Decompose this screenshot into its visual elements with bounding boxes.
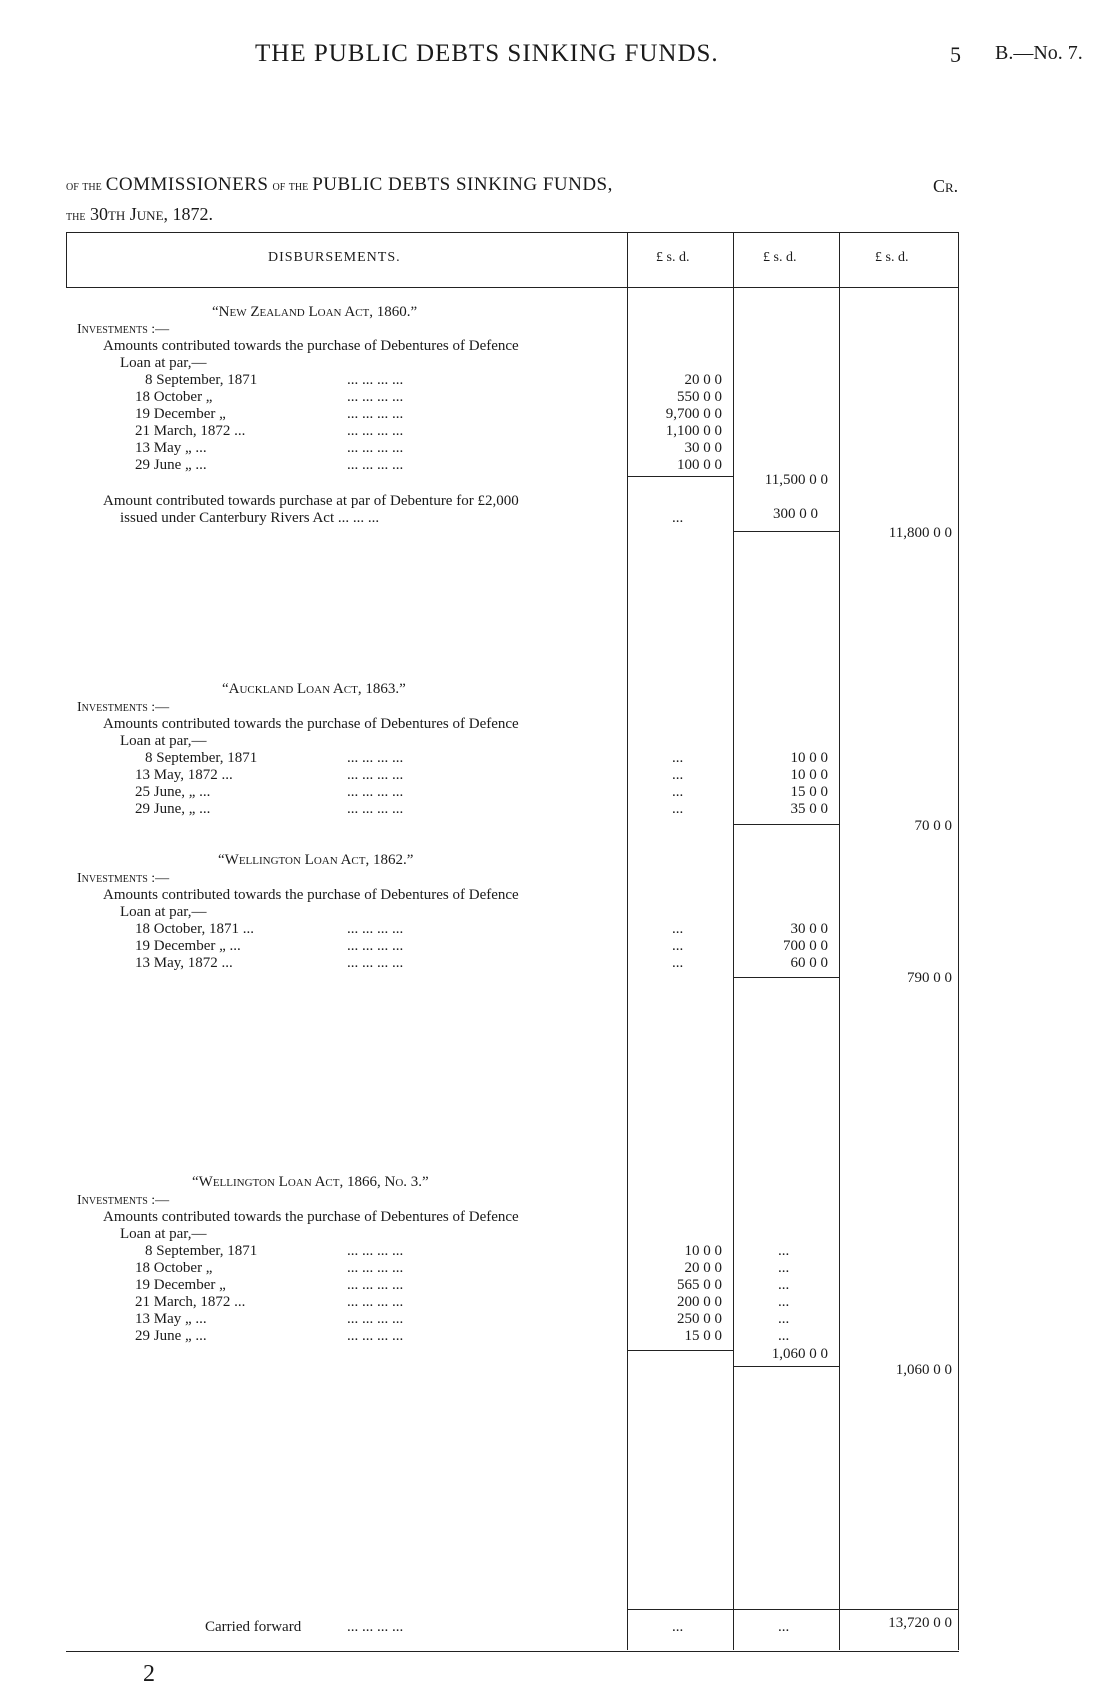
subtotal-rule	[627, 1350, 733, 1351]
amount-col1: ...	[672, 938, 684, 954]
dot-leaders: ... ... ... ...	[347, 1619, 404, 1635]
header-bottom-rule	[66, 287, 959, 288]
dot-leaders: ... ... ... ...	[347, 767, 404, 783]
amount-col1: 565 0 0	[677, 1277, 722, 1293]
amount-col2: 10 0 0	[790, 767, 828, 783]
amount-col1: ...	[672, 510, 684, 526]
amount-col2: 60 0 0	[790, 955, 828, 971]
dot-leaders: ... ... ... ...	[347, 921, 404, 937]
extra-entry-line: Amount contributed towards purchase at par of Debenture for £2,000	[103, 493, 519, 509]
dot-leaders: ... ... ... ...	[347, 457, 404, 473]
amount-col2: ...	[778, 1277, 790, 1293]
entry-date: 13 May „ ...	[135, 1311, 207, 1327]
amount-col2: ...	[778, 1328, 790, 1344]
dot-leaders: ... ... ... ...	[347, 955, 404, 971]
carried-forward-col2: ...	[778, 1619, 790, 1635]
entry-date: 13 May „ ...	[135, 440, 207, 456]
amount-col2: 30 0 0	[790, 921, 828, 937]
credit-side-label: Cr.	[933, 176, 959, 196]
entry-date: 18 October „	[135, 389, 213, 405]
investments-label: Investments :—	[77, 1193, 170, 1208]
amount-col1: 10 0 0	[684, 1243, 722, 1259]
amount-col1: ...	[672, 767, 684, 783]
amount-col1: 20 0 0	[684, 1260, 722, 1276]
carried-forward-total: 13,720 0 0	[888, 1615, 952, 1631]
amount-col1: ...	[672, 955, 684, 971]
dot-leaders: ... ... ... ...	[347, 1328, 404, 1344]
subtotal-col2: 1,060 0 0	[771, 1346, 828, 1362]
dot-leaders: ... ... ... ...	[347, 784, 404, 800]
entry-date: 19 December „	[135, 406, 226, 422]
amount-col1: 550 0 0	[677, 389, 722, 405]
entry-date: 8 September, 1871	[145, 1243, 258, 1259]
amount-col2: 10 0 0	[790, 750, 828, 766]
dot-leaders: ... ... ... ...	[347, 1260, 404, 1276]
amount-col2: 300 0 0	[773, 506, 818, 522]
amount-col1: 9,700 0 0	[665, 406, 722, 422]
dot-leaders: ... ... ... ...	[347, 1294, 404, 1310]
dot-leaders: ... ... ... ...	[347, 938, 404, 954]
dot-leaders: ... ... ... ...	[347, 750, 404, 766]
entry-date: 25 June, „ ...	[135, 784, 211, 800]
dot-leaders: ... ... ... ...	[347, 1277, 404, 1293]
col1-left-rule	[627, 232, 628, 1650]
amount-col2: 15 0 0	[790, 784, 828, 800]
intro-line: Amounts contributed towards the purchase of Debentures of Defence	[103, 338, 519, 354]
entry-date: 19 December „ ...	[135, 938, 241, 954]
col2-left-rule	[733, 232, 734, 1650]
amount-col2: ...	[778, 1243, 790, 1259]
dot-leaders: ... ... ... ...	[347, 440, 404, 456]
entry-date: 13 May, 1872 ...	[135, 767, 233, 783]
amount-col2: 35 0 0	[790, 801, 828, 817]
page-running-title: THE PUBLIC DEBTS SINKING FUNDS.	[255, 40, 719, 67]
account-title-line1: of the COMMISSIONERS of the PUBLIC DEBTS SINKING FUNDS,	[66, 174, 613, 195]
section-total: 11,800 0 0	[888, 525, 952, 541]
amount-col1: ...	[672, 750, 684, 766]
column-heading-1: £ s. d.	[656, 250, 690, 265]
entry-date: 13 May, 1872 ...	[135, 955, 233, 971]
amount-col2: ...	[778, 1294, 790, 1310]
amount-col1: 20 0 0	[684, 372, 722, 388]
table-left-rule	[66, 232, 67, 288]
section-title-auckland-1863: “Auckland Loan Act, 1863.”	[222, 681, 406, 697]
section-title-nz-1860: “New Zealand Loan Act, 1860.”	[212, 304, 418, 320]
intro-line: Loan at par,—	[120, 355, 207, 371]
amount-col2: ...	[778, 1260, 790, 1276]
dot-leaders: ... ... ... ...	[347, 406, 404, 422]
dot-leaders: ... ... ... ...	[347, 423, 404, 439]
intro-line: Loan at par,—	[120, 1226, 207, 1242]
amount-col1: 1,100 0 0	[665, 423, 722, 439]
carried-forward-col1: ...	[672, 1619, 684, 1635]
total-rule	[733, 1366, 839, 1367]
intro-line: Loan at par,—	[120, 733, 207, 749]
entry-date: 8 September, 1871	[145, 750, 258, 766]
entry-date: 21 March, 1872 ...	[135, 423, 246, 439]
page-number: 5	[950, 42, 961, 67]
dot-leaders: ... ... ... ...	[347, 389, 404, 405]
column-heading-3: £ s. d.	[875, 250, 909, 265]
investments-label: Investments :—	[77, 322, 170, 337]
total-rule	[733, 824, 839, 825]
entry-date: 18 October, 1871 ...	[135, 921, 254, 937]
amount-col1: 200 0 0	[677, 1294, 722, 1310]
paper-reference: B.—No. 7.	[995, 42, 1083, 64]
col3-left-rule	[839, 232, 840, 1650]
carried-forward-label: Carried forward	[205, 1619, 302, 1635]
subtotal-col2: 11,500 0 0	[764, 472, 828, 488]
total-rule	[733, 531, 839, 532]
dot-leaders: ... ... ... ...	[347, 801, 404, 817]
entry-date: 8 September, 1871	[145, 372, 258, 388]
table-top-rule	[66, 232, 959, 233]
investments-label: Investments :—	[77, 871, 170, 886]
amount-col1: 100 0 0	[677, 457, 722, 473]
extra-entry-line: issued under Canterbury Rivers Act ... ... ...	[120, 510, 380, 526]
dot-leaders: ... ... ... ...	[347, 1243, 404, 1259]
entry-date: 19 December „	[135, 1277, 226, 1293]
amount-col2: ...	[778, 1311, 790, 1327]
dot-leaders: ... ... ... ...	[347, 372, 404, 388]
intro-line: Loan at par,—	[120, 904, 207, 920]
amount-col1: 30 0 0	[684, 440, 722, 456]
total-rule	[733, 977, 839, 978]
amount-col1: 250 0 0	[677, 1311, 722, 1327]
amount-col1: 15 0 0	[684, 1328, 722, 1344]
signature-number: 2	[143, 1661, 155, 1687]
amount-col1: ...	[672, 921, 684, 937]
intro-line: Amounts contributed towards the purchase of Debentures of Defence	[103, 716, 519, 732]
section-title-wellington-1862: “Wellington Loan Act, 1862.”	[218, 852, 414, 868]
section-total: 790 0 0	[907, 970, 952, 986]
entry-date: 29 June „ ...	[135, 457, 207, 473]
investments-label: Investments :—	[77, 700, 170, 715]
amount-col1: ...	[672, 784, 684, 800]
intro-line: Amounts contributed towards the purchase of Debentures of Defence	[103, 1209, 519, 1225]
dot-leaders: ... ... ... ...	[347, 1311, 404, 1327]
intro-line: Amounts contributed towards the purchase of Debentures of Defence	[103, 887, 519, 903]
footer-bottom-rule	[66, 1651, 959, 1652]
column-heading-disbursements: DISBURSEMENTS.	[268, 250, 401, 265]
amount-col1: ...	[672, 801, 684, 817]
account-title-line2: the 30th June, 1872.	[66, 204, 214, 224]
column-heading-2: £ s. d.	[763, 250, 797, 265]
entry-date: 29 June „ ...	[135, 1328, 207, 1344]
carried-forward-rule	[627, 1609, 959, 1610]
section-total: 70 0 0	[914, 818, 952, 834]
subtotal-rule	[627, 476, 733, 477]
section-title-wellington-1866: “Wellington Loan Act, 1866, No. 3.”	[192, 1174, 429, 1190]
amount-col2: 700 0 0	[783, 938, 828, 954]
entry-date: 21 March, 1872 ...	[135, 1294, 246, 1310]
section-total: 1,060 0 0	[895, 1362, 952, 1378]
table-right-rule	[958, 232, 959, 1650]
entry-date: 18 October „	[135, 1260, 213, 1276]
entry-date: 29 June, „ ...	[135, 801, 211, 817]
